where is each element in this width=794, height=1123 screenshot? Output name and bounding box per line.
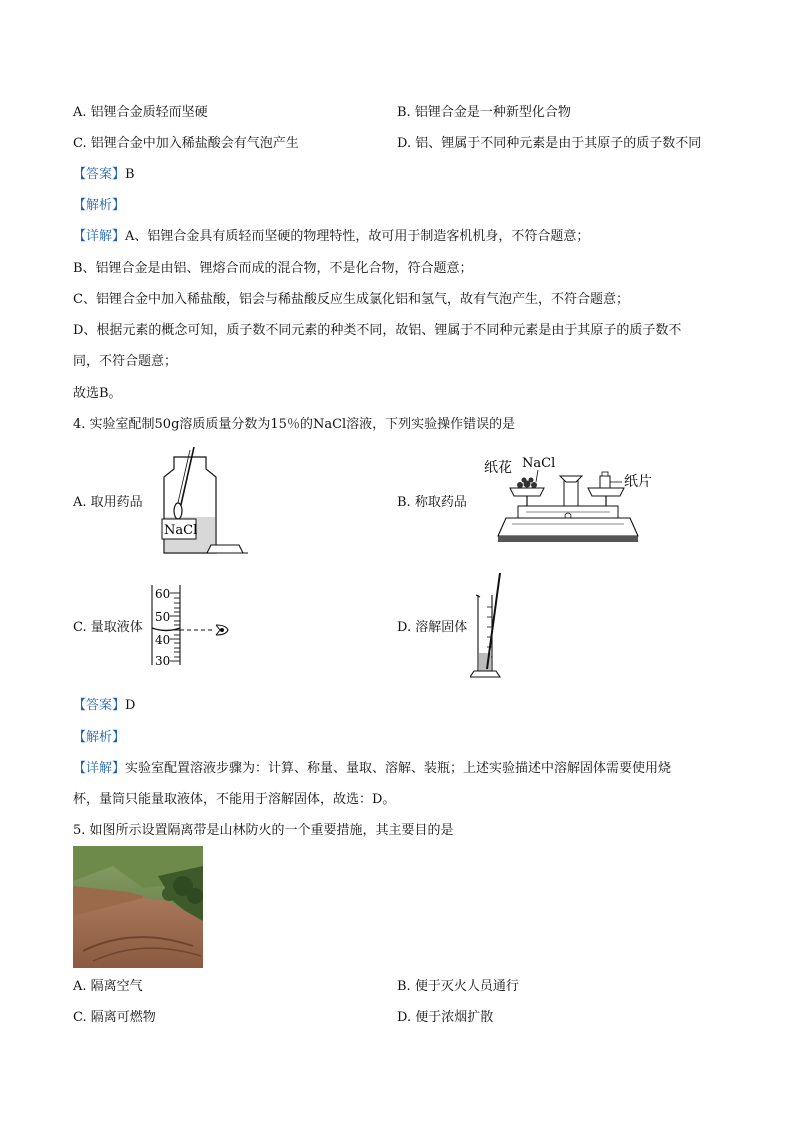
q4-option-a: A. 取用药品 [73, 495, 143, 510]
q4-option-d: D. 溶解固体 [397, 620, 468, 635]
q3-option-a: A. 铝锂合金质轻而坚硬 [73, 105, 208, 120]
q3-analysis-heading [73, 197, 125, 215]
q5-option-a: A. 隔离空气 [73, 979, 143, 994]
q4-analysis-heading [73, 729, 125, 747]
q3-detail-line-4: D、根据元素的概念可知，质子数不同元素的种类不同，故铝、锂属于不同种元素是由于其原子的质子数不 [73, 323, 682, 338]
q4-answer [73, 697, 135, 715]
answer-value: D [125, 698, 136, 713]
q3-option-d: D. 铝、锂属于不同种元素是由于其原子的质子数不同 [397, 136, 702, 151]
stopper-icon [207, 545, 243, 553]
q5-option-c: C. 隔离可燃物 [73, 1010, 156, 1025]
q5-option-b: B. 便于灭火人员通行 [397, 979, 519, 994]
answer-tag: 【答案】 [73, 167, 126, 182]
right-pan [588, 488, 624, 496]
paper-label: 纸片 [624, 474, 652, 490]
figure-d-dissolving-in-cylinder [470, 573, 510, 679]
glass-rod [487, 573, 500, 669]
q4-detail-line-1 [73, 760, 671, 778]
tick-label: 30 [155, 654, 171, 667]
analysis-tag: 【解析】 [73, 730, 126, 745]
q3-detail-line-6: 故选B。 [73, 386, 122, 401]
tick-label: 50 [155, 610, 171, 624]
tick-label: 60 [155, 587, 171, 601]
q4-stem: 4. 实验室配制50g溶质质量分数为15％的NaCl溶液，下列实验操作错误的是 [73, 417, 516, 432]
figure-c-cylinder-reading [146, 585, 236, 667]
detail-text: A、铝锂合金具有质轻而坚硬的物理特性，故可用于制造客机机身，不符合题意； [125, 229, 590, 244]
balance-nacl-label: NaCl [522, 456, 556, 471]
analysis-tag: 【解析】 [73, 198, 126, 213]
q4-option-c: C. 量取液体 [73, 620, 143, 635]
left-pan [510, 488, 544, 496]
q3-option-c: C. 铝锂合金中加入稀盐酸会有气泡产生 [73, 136, 299, 151]
q5-stem: 5. 如图所示设置隔离带是山林防火的一个重要措施，其主要目的是 [73, 823, 454, 838]
spoon-bowl [174, 503, 182, 519]
cylinder-base [470, 671, 500, 677]
paper-flower-label: 纸花 [484, 460, 512, 476]
q3-detail-line-2: B、铝锂合金是由铝、锂熔合而成的混合物，不是化合物，符合题意； [73, 261, 473, 276]
detail-text: 实验室配置溶液步骤为：计算、称量、量取、溶解、装瓶；上述实验描述中溶解固体需要使用烧 [125, 761, 672, 776]
figure-b-balance [478, 452, 668, 550]
tick-label: 40 [155, 633, 171, 647]
q3-detail-line-1 [73, 228, 589, 246]
detail-tag: 【详解】 [73, 229, 126, 244]
nacl-bottle-label: NaCl [164, 523, 198, 538]
q4-detail-line-2: 杯，量筒只能量取液体，不能用于溶解固体，故选：D。 [73, 792, 396, 807]
figure-a-reagent-bottle [150, 447, 250, 557]
answer-tag: 【答案】 [73, 698, 126, 713]
q3-option-b: B. 铝锂合金是一种新型化合物 [397, 105, 571, 120]
q3-detail-line-5: 同，不符合题意； [73, 354, 178, 369]
firebreak-photo [73, 846, 203, 968]
q3-answer [73, 166, 135, 184]
q5-option-d: D. 便于浓烟扩散 [397, 1010, 494, 1025]
q3-detail-line-3: C、铝锂合金中加入稀盐酸，铝会与稀盐酸反应生成氯化铝和氢气，故有气泡产生，不符合题意； [73, 292, 629, 307]
balance-base [498, 518, 638, 536]
detail-tag: 【详解】 [73, 761, 126, 776]
answer-value: B [125, 167, 135, 182]
q4-option-b: B. 称取药品 [397, 495, 467, 510]
